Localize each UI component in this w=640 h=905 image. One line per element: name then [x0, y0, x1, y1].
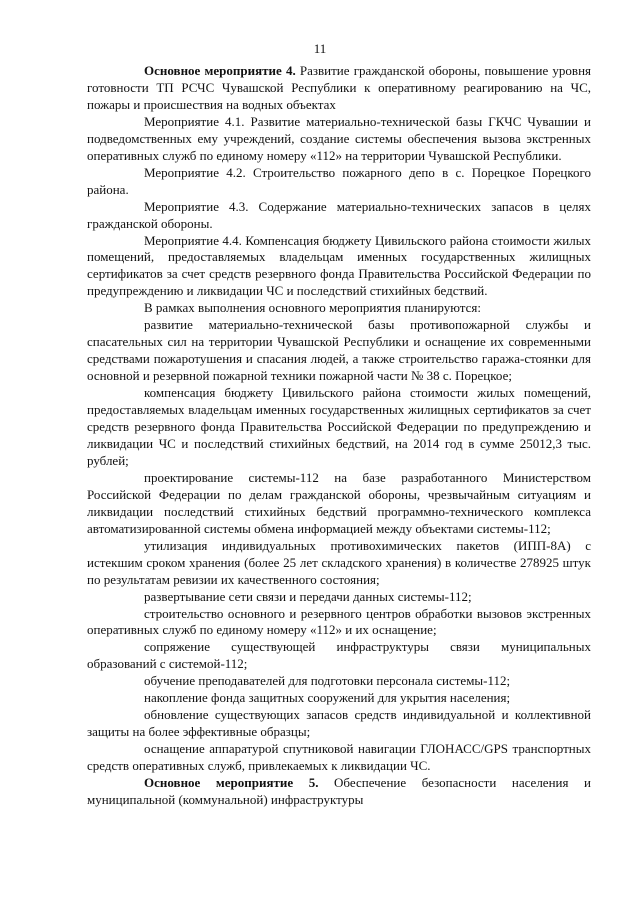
- paragraph-text: В рамках выполнения основного мероприятия планируются:: [144, 300, 481, 316]
- paragraph-text: сопряжение существующей инфраструктуры связи муниципальных образований с системой-112;: [87, 639, 591, 672]
- paragraph-text: утилизация индивидуальных противохимических пакетов (ИПП-8А) с истекшим сроком хранения (более 25 лет складского хранения) в количестве 278925 штук по результатам ревизии их качественного состояния;: [87, 537, 591, 587]
- paragraph-text: Мероприятие 4.3. Содержание материально-технических запасов в целях гражданской обороны.: [87, 198, 591, 231]
- paragraph-text: развитие материально-технической базы противопожарной службы и спасательных сил на территории Чувашской Республики и оснащение их современными средствами пожаротушения и спасания людей, а также строительство гаража-стоянки для основной и резервной пожарной техники пожарной части № 38 с. Порецкое;: [87, 317, 591, 384]
- paragraph-main-activity-5: [87, 775, 591, 809]
- paragraph-text: Мероприятие 4.2. Строительство пожарного депо в с. Порецкое Порецкого района.: [87, 164, 591, 197]
- paragraph-text: обучение преподавателей для подготовки персонала системы-112;: [144, 673, 511, 689]
- paragraph-planned-intro: [87, 300, 591, 317]
- page-number: 11: [313, 41, 327, 56]
- document-body: [87, 63, 591, 809]
- list-item: [87, 741, 591, 775]
- paragraph-text: Развитие гражданской обороны, повышение уровня готовности ТП РСЧС Чувашской Республики к оперативному реагированию на ЧС, пожары и происшествия на водных объектах: [87, 63, 592, 112]
- paragraph-activity-4-3: [87, 199, 591, 233]
- paragraph-text: проектирование системы-112 на базе разработанного Министерством Российской Федерации по делам гражданской обороны, чрезвычайным ситуациям и ликвидации последствий стихийных бедствий программно-технического комплекса автоматизированной системы обмена информацией между объектами системы-112;: [87, 469, 591, 536]
- paragraph-text: оснащение аппаратурой спутниковой навигации ГЛОНАСС/GPS транспортных средств оперативных служб, привлекаемых к ликвидации ЧС.: [87, 741, 591, 774]
- list-item: [87, 707, 591, 741]
- paragraph-text: обновление существующих запасов средств индивидуальной и коллективной защиты на более эффективные образцы;: [87, 707, 591, 740]
- paragraph-text: Мероприятие 4.1. Развитие материально-технической базы ГКЧС Чувашии и подведомственных ему учреждений, создание системы обеспечения вызова экстренных оперативных служб по единому номеру «112» на территории Чувашской Республики.: [87, 113, 591, 163]
- paragraph-main-activity-4: [87, 63, 591, 114]
- paragraph-heading: Основное мероприятие 5.: [144, 775, 319, 791]
- list-item: [87, 589, 591, 606]
- paragraph-text: строительство основного и резервного центров обработки вызовов экстренных оперативных служб по единому номеру «112» и их оснащение;: [87, 605, 591, 638]
- list-item: [87, 538, 591, 589]
- list-item: [87, 639, 591, 673]
- list-item: [87, 606, 591, 640]
- paragraph-heading: Основное мероприятие 4.: [144, 63, 296, 78]
- paragraph-text: развертывание сети связи и передачи данных системы-112;: [144, 588, 472, 604]
- list-item: [87, 385, 591, 470]
- list-item: [87, 673, 591, 690]
- paragraph-activity-4-4: [87, 233, 591, 301]
- list-item: [87, 470, 591, 538]
- list-item: [87, 690, 591, 707]
- paragraph-text: Обеспечение безопасности населения и муниципальной (коммунальной) инфраструктуры: [87, 775, 591, 807]
- paragraph-text: накопление фонда защитных сооружений для укрытия населения;: [144, 690, 511, 706]
- paragraph-activity-4-1: [87, 114, 591, 165]
- paragraph-text: компенсация бюджету Цивильского района стоимости жилых помещений, предоставляемых владельцам именных государственных жилищных сертификатов за счет средств резервного фонда Правительства Российской Федерации по предупреждению и ликвидации ЧС и последствий стихийных бедствий, на 2014 год в сумме 25012,3 тыс. рублей;: [87, 385, 591, 468]
- list-item: [87, 317, 591, 385]
- paragraph-text: Мероприятие 4.4. Компенсация бюджету Цивильского района стоимости жилых помещений, предоставляемых владельцам именных государственных жилищных сертификатов за счет средств резервного фонда Правительства Российской Федерации по предупреждению и ликвидации ЧС и последствий стихийных бедствий.: [87, 232, 591, 299]
- paragraph-activity-4-2: [87, 165, 591, 199]
